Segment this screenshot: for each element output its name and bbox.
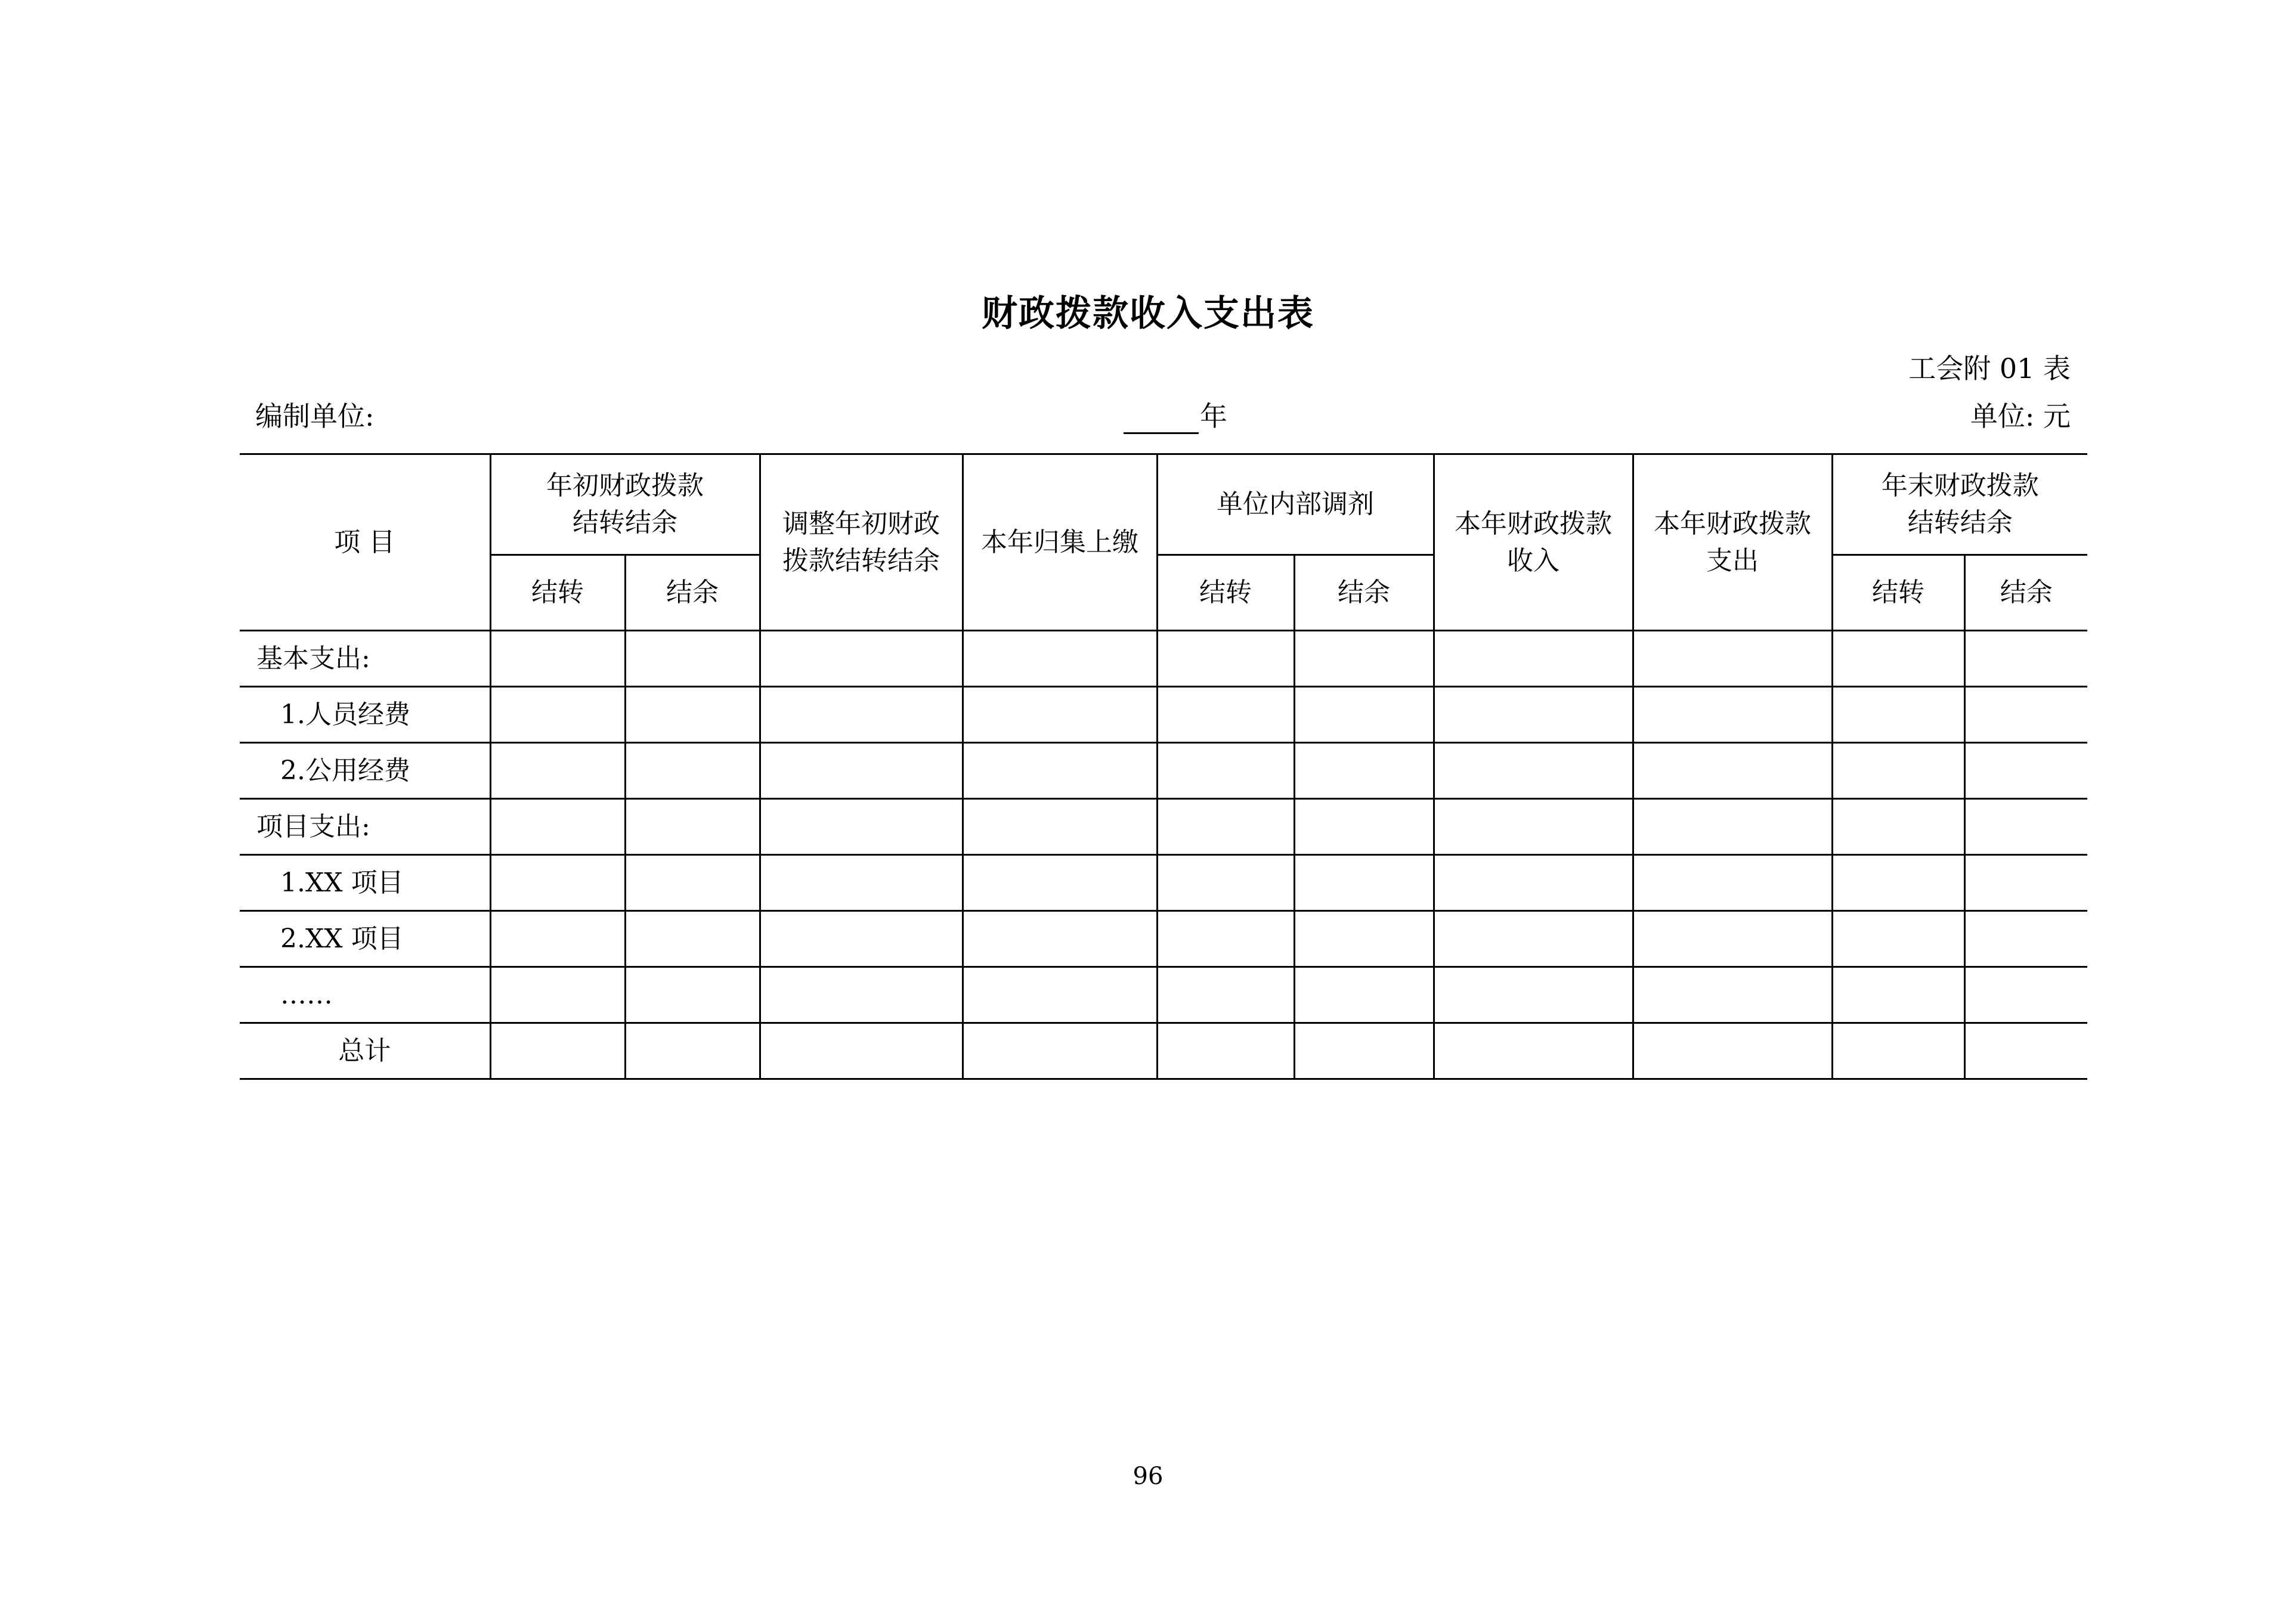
cell-closing-carryover xyxy=(1832,855,1964,911)
cell-internal-carryover xyxy=(1157,631,1294,687)
cell-closing-carryover xyxy=(1832,1023,1964,1079)
cell-income xyxy=(1434,799,1633,855)
row-label: 1.XX 项目 xyxy=(240,855,490,911)
header-opening-balance: 年初财政拨款 结转结余 xyxy=(490,454,760,555)
cell-closing-surplus xyxy=(1964,799,2087,855)
cell-opening-carryover xyxy=(490,911,625,967)
cell-adjust-opening xyxy=(760,687,963,743)
table-row xyxy=(240,967,2087,1023)
cell-closing-surplus xyxy=(1964,855,2087,911)
row-label: 1.人员经费 xyxy=(240,687,490,743)
form-code: 工会附 01 表 xyxy=(1908,352,2071,385)
row-label: 总计 xyxy=(240,1023,490,1079)
cell-income xyxy=(1434,967,1633,1023)
cell-expense xyxy=(1633,743,1832,799)
page-title: 财政拨款收入支出表 xyxy=(982,293,1314,334)
row-label: 基本支出: xyxy=(240,631,490,687)
cell-opening-surplus xyxy=(625,743,760,799)
header-income: 本年财政拨款 收入 xyxy=(1434,454,1633,631)
cell-income xyxy=(1434,1023,1633,1079)
cell-closing-carryover xyxy=(1832,687,1964,743)
row-label: 2.XX 项目 xyxy=(240,911,490,967)
header-adjust-opening: 调整年初财政 拨款结转结余 xyxy=(760,454,963,631)
header-internal-surplus: 结余 xyxy=(1294,555,1434,631)
header-closing-carryover: 结转 xyxy=(1832,555,1964,631)
cell-expense xyxy=(1633,967,1832,1023)
cell-closing-surplus xyxy=(1964,743,2087,799)
cell-internal-surplus xyxy=(1294,1023,1434,1079)
cell-income xyxy=(1434,631,1633,687)
cell-internal-carryover xyxy=(1157,743,1294,799)
table-row xyxy=(240,687,2087,743)
cell-adjust-opening xyxy=(760,967,963,1023)
cell-opening-carryover xyxy=(490,967,625,1023)
cell-closing-carryover xyxy=(1832,799,1964,855)
header-closing-surplus: 结余 xyxy=(1964,555,2087,631)
header-closing-balance: 年末财政拨款 结转结余 xyxy=(1832,454,2087,555)
cell-internal-surplus xyxy=(1294,631,1434,687)
cell-opening-surplus xyxy=(625,631,760,687)
header-internal-carryover: 结转 xyxy=(1157,555,1294,631)
cell-internal-carryover xyxy=(1157,687,1294,743)
cell-turned-in xyxy=(963,687,1157,743)
cell-closing-carryover xyxy=(1832,911,1964,967)
cell-opening-carryover xyxy=(490,799,625,855)
table-row xyxy=(240,855,2087,911)
cell-opening-surplus xyxy=(625,967,760,1023)
cell-opening-carryover xyxy=(490,631,625,687)
cell-closing-carryover xyxy=(1832,743,1964,799)
header-opening-surplus: 结余 xyxy=(625,555,760,631)
cell-opening-surplus xyxy=(625,1023,760,1079)
cell-opening-surplus xyxy=(625,687,760,743)
table-row xyxy=(240,799,2087,855)
cell-income xyxy=(1434,743,1633,799)
header-expense: 本年财政拨款 支出 xyxy=(1633,454,1832,631)
cell-turned-in xyxy=(963,631,1157,687)
header-turned-in: 本年归集上缴 xyxy=(963,454,1157,631)
cell-turned-in xyxy=(963,1023,1157,1079)
cell-internal-carryover xyxy=(1157,799,1294,855)
cell-internal-surplus xyxy=(1294,911,1434,967)
cell-opening-carryover xyxy=(490,1023,625,1079)
year-suffix: 年 xyxy=(1200,400,1227,432)
cell-adjust-opening xyxy=(760,743,963,799)
page-number: 96 xyxy=(1132,1463,1164,1490)
cell-opening-surplus xyxy=(625,911,760,967)
report-table xyxy=(240,453,2087,1080)
cell-internal-carryover xyxy=(1157,967,1294,1023)
table-body xyxy=(240,631,2087,1079)
year-field xyxy=(1124,398,1227,434)
cell-closing-surplus xyxy=(1964,911,2087,967)
cell-internal-surplus xyxy=(1294,743,1434,799)
cell-adjust-opening xyxy=(760,799,963,855)
cell-internal-surplus xyxy=(1294,687,1434,743)
cell-expense xyxy=(1633,799,1832,855)
cell-internal-surplus xyxy=(1294,967,1434,1023)
row-label: …… xyxy=(240,967,490,1023)
cell-closing-surplus xyxy=(1964,967,2087,1023)
cell-turned-in xyxy=(963,855,1157,911)
header-item: 项 目 xyxy=(240,454,490,631)
cell-income xyxy=(1434,911,1633,967)
cell-expense xyxy=(1633,687,1832,743)
cell-opening-surplus xyxy=(625,799,760,855)
cell-internal-carryover xyxy=(1157,911,1294,967)
cell-income xyxy=(1434,687,1633,743)
cell-internal-surplus xyxy=(1294,855,1434,911)
cell-closing-surplus xyxy=(1964,1023,2087,1079)
cell-turned-in xyxy=(963,743,1157,799)
cell-turned-in xyxy=(963,911,1157,967)
cell-internal-surplus xyxy=(1294,799,1434,855)
cell-turned-in xyxy=(963,799,1157,855)
cell-adjust-opening xyxy=(760,855,963,911)
table-row xyxy=(240,911,2087,967)
cell-expense xyxy=(1633,631,1832,687)
cell-expense xyxy=(1633,911,1832,967)
cell-income xyxy=(1434,855,1633,911)
table-row xyxy=(240,743,2087,799)
org-label: 编制单位: xyxy=(255,400,375,432)
cell-expense xyxy=(1633,1023,1832,1079)
cell-closing-carryover xyxy=(1832,967,1964,1023)
cell-opening-surplus xyxy=(625,855,760,911)
cell-internal-carryover xyxy=(1157,1023,1294,1079)
cell-adjust-opening xyxy=(760,631,963,687)
cell-adjust-opening xyxy=(760,911,963,967)
cell-opening-carryover xyxy=(490,855,625,911)
cell-closing-carryover xyxy=(1832,631,1964,687)
header-opening-carryover: 结转 xyxy=(490,555,625,631)
cell-opening-carryover xyxy=(490,743,625,799)
header-internal-adjust: 单位内部调剂 xyxy=(1157,454,1434,555)
cell-expense xyxy=(1633,855,1832,911)
unit-label: 单位: 元 xyxy=(1970,400,2071,432)
cell-internal-carryover xyxy=(1157,855,1294,911)
cell-closing-surplus xyxy=(1964,631,2087,687)
cell-turned-in xyxy=(963,967,1157,1023)
cell-closing-surplus xyxy=(1964,687,2087,743)
cell-adjust-opening xyxy=(760,1023,963,1079)
row-label: 2.公用经费 xyxy=(240,743,490,799)
table-row xyxy=(240,1023,2087,1079)
table-row xyxy=(240,631,2087,687)
row-label: 项目支出: xyxy=(240,799,490,855)
cell-opening-carryover xyxy=(490,687,625,743)
year-blank-line xyxy=(1124,402,1199,434)
